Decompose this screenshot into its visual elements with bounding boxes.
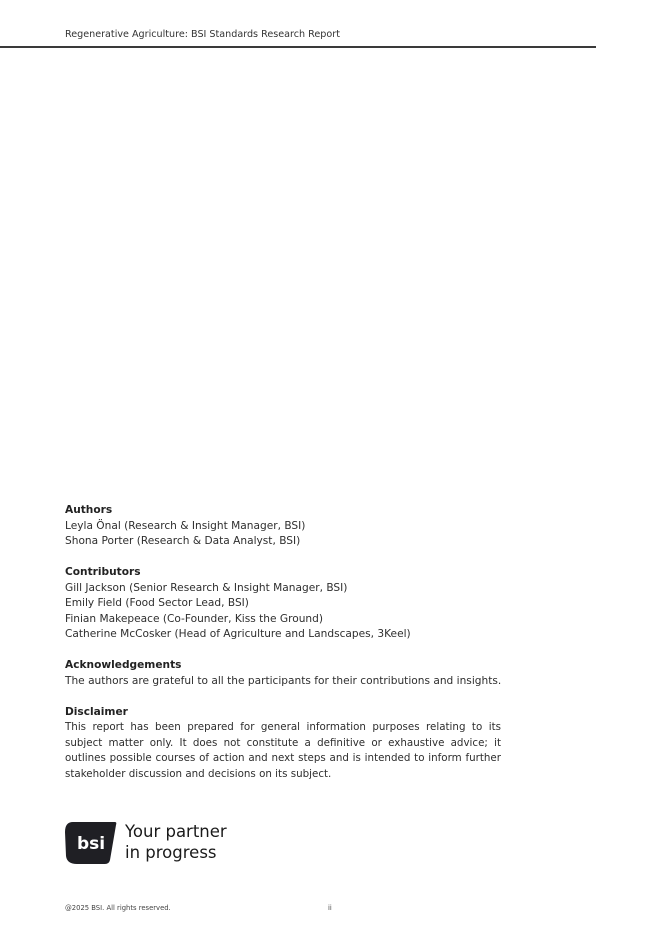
disclaimer-heading: Disclaimer [65,705,128,718]
contributor-line: Finian Makepeace (Co-Founder, Kiss the Ground) [65,612,323,625]
bsi-logo [65,820,265,868]
bsi-logo-mark [65,820,117,866]
tagline-line-1: Your partner [125,822,227,841]
contributor-line: Gill Jackson (Senior Research & Insight Manager, BSI) [65,581,348,594]
author-line: Shona Porter (Research & Data Analyst, BSI) [65,535,301,547]
tagline-line-2: in progress [125,843,217,862]
acknowledgements-heading: Acknowledgements [65,659,182,671]
footer-copyright: @2025 BSI. All rights reserved. [65,904,171,912]
footer-page-number: ii [328,904,332,912]
acknowledgements-text: The authors are grateful to all the participants for their contributions and insights. [65,674,502,687]
contributor-line: Catherine McCosker (Head of Agriculture and Landscapes, 3Keel) [65,628,411,640]
contributors-heading: Contributors [65,566,141,578]
contributor-line: Emily Field (Food Sector Lead, BSI) [65,597,249,609]
contributors-section [65,565,501,643]
authors-section [65,503,501,550]
bsi-logo-text: bsi [76,834,106,854]
header-rule [0,46,596,48]
credits-block [65,503,501,798]
logo-tagline [125,821,227,863]
disclaimer-section [65,705,501,783]
author-line: Leyla Önal (Research & Insight Manager, BSI) [65,519,306,532]
disclaimer-text: This report has been prepared for general information purposes relating to its subject matter only. It does not constitute a definitive or exhaustive advice; it outlines possible courses of action and next steps and is intended to inform further stakeholder discussion and decisions on its subject. [65,721,501,780]
acknowledgements-section [65,658,501,689]
running-header: Regenerative Agriculture: BSI Standards Research Report [65,29,340,40]
authors-heading: Authors [65,504,113,516]
